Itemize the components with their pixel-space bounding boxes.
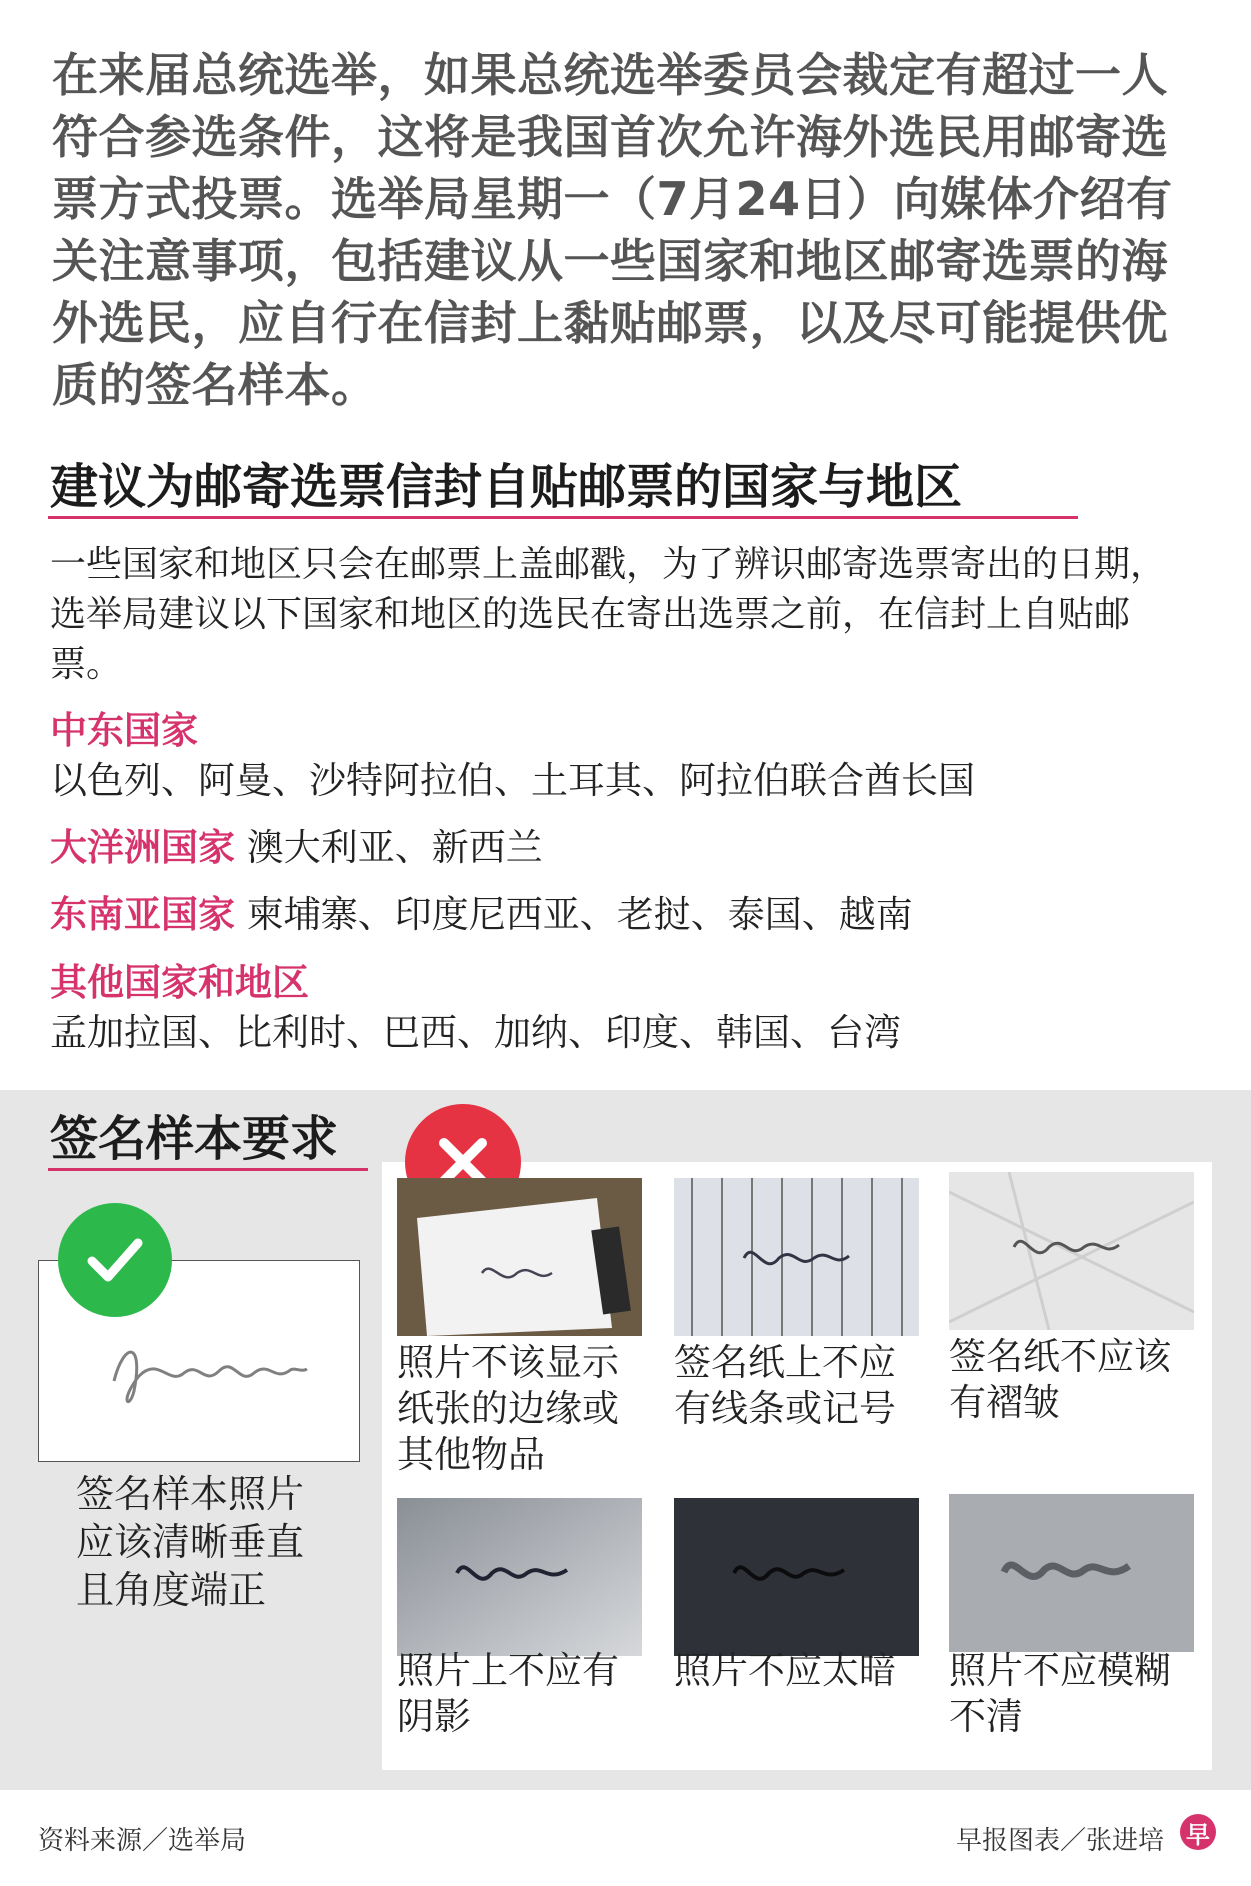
bad-photo-wrinkles <box>949 1172 1194 1330</box>
section-title-stamps: 建议为邮寄选票信封自贴邮票的国家与地区 <box>50 459 963 515</box>
bad-photo-lines <box>674 1178 919 1336</box>
region-southeast-asia <box>50 890 913 940</box>
bad-caption-blurry: 照片不应模糊不清 <box>949 1649 1171 1738</box>
section-underline <box>48 1168 368 1171</box>
credit-note: 早报图表／张进培 <box>956 1826 1165 1856</box>
zaobao-logo: 早 <box>1180 1814 1216 1850</box>
region-countries: 孟加拉国、比利时、巴西、加纳、印度、韩国、台湾 <box>50 1011 901 1054</box>
region-oceania <box>50 823 543 873</box>
checkmark-icon <box>58 1203 172 1317</box>
bad-caption-dark: 照片不应太暗 <box>674 1649 896 1692</box>
section-description: 一些国家和地区只会在邮票上盖邮戳，为了辨识邮寄选票寄出的日期，选举局建议以下国家和地区的选民在寄出选票之前，在信封上自贴邮票。 <box>50 544 1167 685</box>
region-countries: 柬埔寨、印度尼西亚、老挝、泰国、越南 <box>246 893 913 936</box>
bad-photo-edges <box>397 1178 642 1336</box>
region-name: 东南亚国家 <box>50 893 235 936</box>
section-underline <box>48 516 1078 519</box>
region-name: 中东国家 <box>50 709 198 752</box>
bad-caption-lines: 签名纸上不应有线条或记号 <box>674 1341 896 1430</box>
bad-caption-wrinkles: 签名纸不应该有褶皱 <box>949 1335 1171 1424</box>
section-title-signature: 签名样本要求 <box>50 1111 339 1167</box>
bad-photo-shadow <box>397 1498 642 1656</box>
bad-photo-dark <box>674 1498 919 1656</box>
bad-photo-blurry <box>949 1494 1194 1652</box>
bad-caption-shadow: 照片上不应有阴影 <box>397 1649 619 1738</box>
region-name: 大洋洲国家 <box>50 826 235 869</box>
region-others <box>50 958 901 1058</box>
region-middle-east <box>50 706 975 806</box>
bad-caption-edges: 照片不该显示纸张的边缘或其他物品 <box>397 1341 619 1476</box>
region-countries: 澳大利亚、新西兰 <box>246 826 543 869</box>
source-note: 资料来源／选举局 <box>38 1826 247 1856</box>
region-name: 其他国家和地区 <box>50 961 309 1004</box>
good-example-caption: 签名样本照片应该清晰垂直且角度端正 <box>76 1472 305 1612</box>
intro-paragraph: 在来届总统选举，如果总统选举委员会裁定有超过一人符合参选条件，这将是我国首次允许海外选民用邮寄选票方式投票。选举局星期一（7月24日）向媒体介绍有关注意事项，包括建议从一些国家和地区邮寄选票的海外选民，应自行在信封上黏贴邮票，以及尽可能提供优质的签名样本。 <box>52 48 1173 412</box>
region-countries: 以色列、阿曼、沙特阿拉伯、土耳其、阿拉伯联合酋长国 <box>50 759 975 802</box>
